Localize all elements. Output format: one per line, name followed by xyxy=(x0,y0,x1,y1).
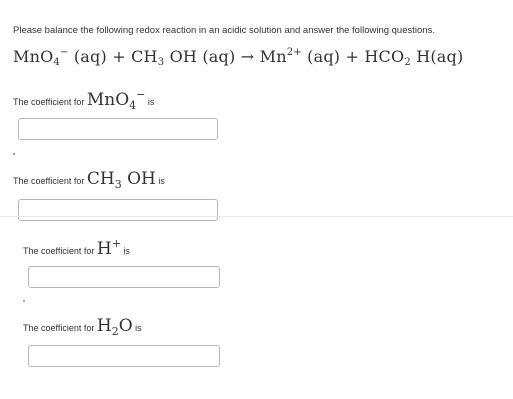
question-ch3oh-label xyxy=(13,169,165,191)
question-mno4-label xyxy=(13,88,154,112)
eq-mno4: MnO xyxy=(13,47,54,66)
formula-ch3oh xyxy=(87,169,156,189)
instructions-text: Please balance the following redox reaction in an acidic solution and answer the following questions. xyxy=(13,25,435,36)
question-suffix: is xyxy=(132,323,142,333)
answer-h2o-input[interactable] xyxy=(28,345,220,367)
answer-ch3oh-input[interactable] xyxy=(18,199,218,221)
formula-mno4 xyxy=(87,90,146,110)
question-suffix: is xyxy=(145,97,155,107)
eq-hco2h-a: HCO xyxy=(364,47,405,66)
eq-mn-sup: 2+ xyxy=(286,47,302,58)
section-divider xyxy=(0,216,513,217)
eq-aq-1: (aq) + xyxy=(73,47,132,66)
formula-sup: − xyxy=(136,88,146,101)
formula-sup: + xyxy=(111,237,121,250)
question-h2o-label xyxy=(23,316,142,338)
formula-sub: 2 xyxy=(111,325,119,338)
formula-h-plus xyxy=(97,239,121,259)
eq-aq-3: (aq) + xyxy=(307,47,365,66)
question-suffix: is xyxy=(155,176,165,186)
question-prefix: The coefficient for xyxy=(13,176,87,186)
eq-mno4-sub: 4 xyxy=(53,57,60,68)
question-h-plus-label xyxy=(23,237,130,259)
eq-mno4-sup: − xyxy=(59,47,69,58)
answer-h-plus-input[interactable] xyxy=(28,266,220,288)
marker-dot xyxy=(23,300,25,302)
question-suffix: is xyxy=(120,246,130,256)
question-prefix: The coefficient for xyxy=(13,97,87,107)
formula-h2o xyxy=(97,316,133,336)
eq-ch3oh-sub: 3 xyxy=(157,57,165,68)
question-prefix: The coefficient for xyxy=(23,246,97,256)
eq-hco2h-sub: 2 xyxy=(404,57,411,68)
formula-sub: 4 xyxy=(129,99,137,112)
marker-dot xyxy=(13,153,15,155)
formula-text: H xyxy=(96,316,112,336)
formula-text-2: OH xyxy=(121,169,156,189)
redox-equation xyxy=(13,47,463,68)
eq-ch3oh-b: OH xyxy=(169,47,198,66)
formula-text-2: O xyxy=(118,316,133,336)
formula-text: MnO xyxy=(86,90,130,110)
eq-aq-4: (aq) xyxy=(430,47,464,66)
eq-ch3oh-a: CH xyxy=(131,47,158,66)
eq-mn: Mn xyxy=(259,47,287,66)
formula-text: CH xyxy=(86,169,115,189)
question-prefix: The coefficient for xyxy=(23,323,97,333)
formula-text: H xyxy=(96,239,112,259)
eq-aq-2: (aq) → xyxy=(202,47,260,66)
eq-hco2h-b: H xyxy=(416,47,431,66)
answer-mno4-input[interactable] xyxy=(18,118,218,140)
formula-sub: 3 xyxy=(114,178,122,191)
